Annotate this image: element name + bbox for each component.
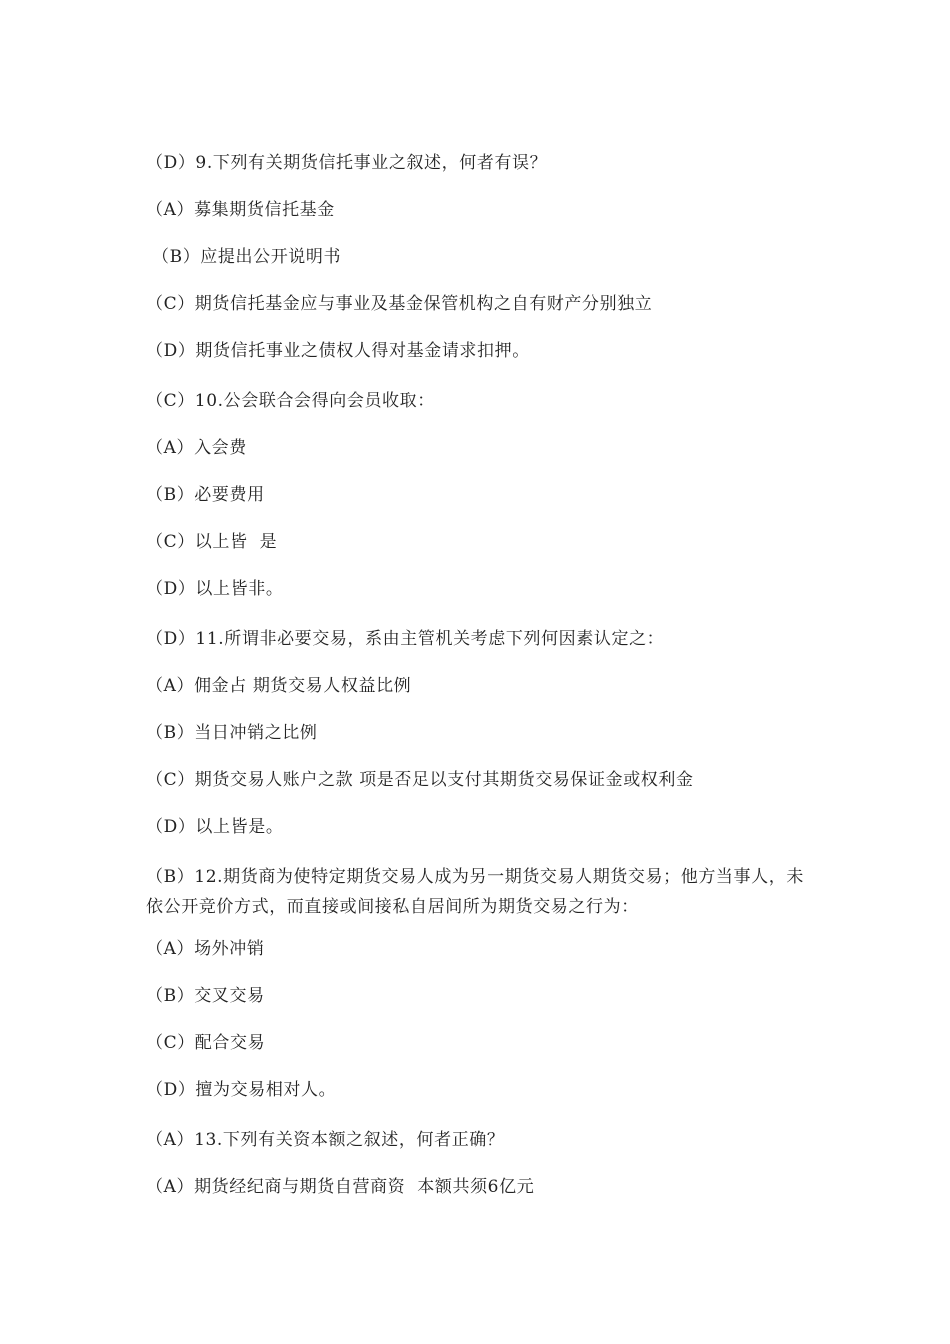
option-b: （B）必要费用	[146, 485, 265, 505]
option-b: （B）应提出公开说明书	[152, 247, 342, 267]
question-12: （B）12.期货商为使特定期货交易人成为另一期货交易人期货交易；他方当事人，未依公开竞价方式，而直接或间接私自居间所为期货交易之行为：	[146, 867, 804, 917]
question-11: （D）11.所谓非必要交易，系由主管机关考虑下列何因素认定之：	[146, 629, 665, 649]
option-d: （D）期货信托事业之债权人得对基金请求扣押。	[146, 341, 530, 361]
option-d: （D）以上皆是。	[146, 817, 284, 837]
question-9: （D）9.下列有关期货信托事业之叙述，何者有误？	[146, 153, 548, 173]
option-d: （D）擅为交易相对人。	[146, 1080, 337, 1100]
option-b: （B）交叉交易	[146, 986, 265, 1006]
option-a: （A）募集期货信托基金	[146, 200, 335, 220]
option-c: （C）期货信托基金应与事业及基金保管机构之自有财产分别独立	[146, 294, 653, 314]
option-a: （A）入会费	[146, 438, 247, 458]
option-a: （A）佣金占 期货交易人权益比例	[146, 676, 412, 696]
option-c: （C）配合交易	[146, 1033, 266, 1053]
option-c: （C）期货交易人账户之款 项是否足以支付其期货交易保证金或权利金	[146, 770, 694, 790]
option-b: （B）当日冲销之比例	[146, 723, 318, 743]
option-a: （A）场外冲销	[146, 939, 265, 959]
option-c: （C）以上皆 是	[146, 532, 278, 552]
question-13: （A）13.下列有关资本额之叙述，何者正确？	[146, 1130, 505, 1150]
question-10: （C）10.公会联合会得向会员收取：	[146, 391, 435, 411]
option-a: （A）期货经纪商与期货自营商资 本额共须6亿元	[146, 1177, 535, 1197]
option-d: （D）以上皆非。	[146, 579, 284, 599]
